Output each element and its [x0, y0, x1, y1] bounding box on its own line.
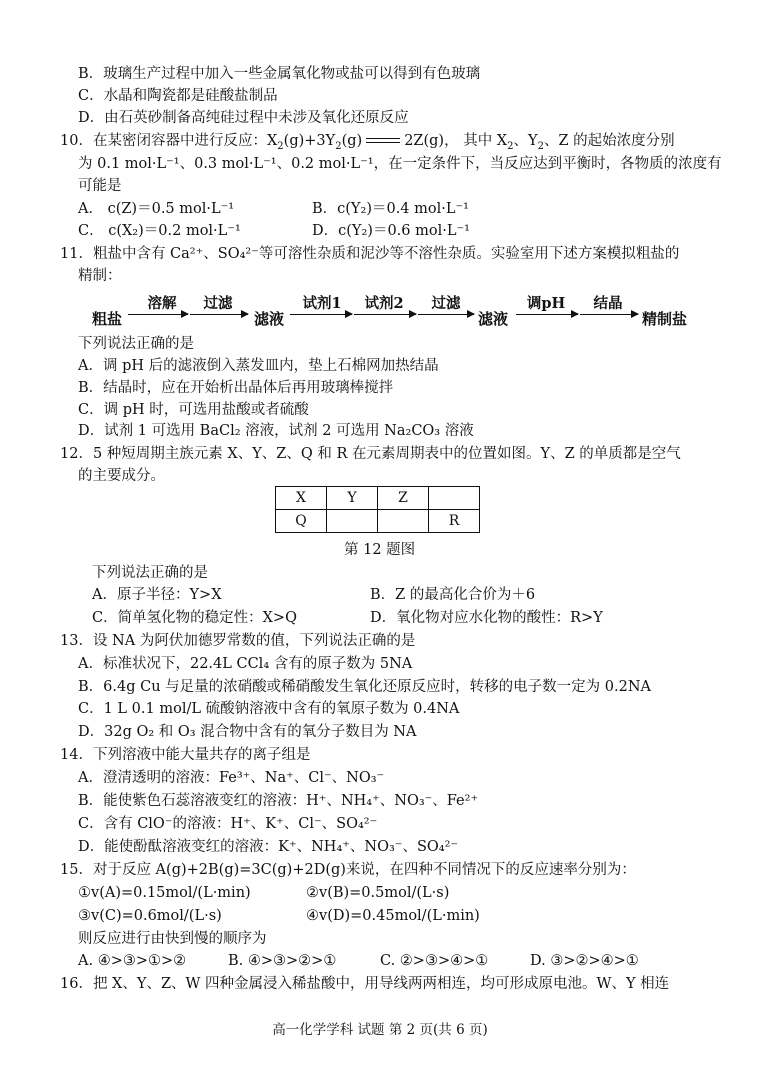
flow-label-crystallize: 结晶: [593, 295, 623, 312]
q11-stem-line2: 精制：: [78, 268, 122, 284]
q15-rate-2: ②v(B)=0.5mol/(L·s): [306, 885, 450, 901]
flow-arrow-icon: [128, 314, 188, 315]
periodic-table-fragment: [275, 486, 480, 533]
q16-stem-line1: 16．把 X、Y、Z、W 四种金属浸入稀盐酸中，用导线两两相连，均可形成原电池。W、Y 相连: [60, 976, 670, 992]
q9-option-c: C．水晶和陶瓷都是硅酸盐制品: [78, 88, 278, 104]
q14-option-b: B．能使紫色石蕊溶液变红的溶液：H⁺、NH₄⁺、NO₃⁻、Fe²⁺: [78, 793, 479, 809]
q14-stem: 14．下列溶液中能大量共存的离子组是: [60, 747, 311, 763]
q15-rate-1: ①v(A)=0.15mol/(L·min): [78, 885, 251, 901]
q15-rate-4: ④v(D)=0.45mol/(L·min): [306, 908, 480, 924]
q11-stem: 下列说法正确的是: [78, 336, 194, 352]
flow-node-refined-salt: 精制盐: [642, 310, 688, 328]
flow-arrow-icon: [290, 314, 352, 315]
purification-flowchart: [92, 292, 692, 332]
page-footer: 高一化学学科 试题 第 2 页(共 6 页): [272, 1022, 488, 1038]
flow-label-dissolve: 溶解: [147, 295, 177, 312]
q12-option-d: D．氧化物对应水化物的酸性：R>Y: [370, 610, 603, 626]
q12-stem-line2: 的主要成分。: [78, 468, 165, 484]
q12-stem: 下列说法正确的是: [92, 565, 208, 581]
q15-option-c: C. ②>③>④>①: [380, 953, 489, 969]
flow-node-filtrate: 滤液: [254, 310, 285, 328]
q15-question: 则反应进行由快到慢的顺序为: [78, 931, 267, 947]
q11-option-b: B．结晶时，应在开始析出晶体后再用玻璃棒搅拌: [78, 380, 394, 396]
q11-option-d: D．试剂 1 可选用 BaCl₂ 溶液，试剂 2 可选用 Na₂CO₃ 溶液: [78, 423, 474, 439]
flow-label-reagent1: 试剂1: [302, 295, 342, 312]
q15-stem: 15．对于反应 A(g)+2B(g)=3C(g)+2D(g)来说，在四种不同情况下的反应速率分别为：: [60, 862, 636, 878]
q10-stem-line1: 10．在某密闭容器中进行反应：$X_2(g)+3Y_2(g)$ 2Z(g)， 其中 $X_2$、$Y_2$、Z 的起始浓度分别: [60, 133, 675, 152]
flow-arrow-icon: [418, 314, 474, 315]
q10-option-c: C． c(X₂)＝0.2 mol·L⁻¹: [78, 223, 241, 239]
q13-option-c: C．1 L 0.1 mol/L 硫酸钠溶液中含有的氧原子数为 0.4NA: [78, 701, 460, 717]
q13-option-a: A．标准状况下，22.4L CCl₄ 含有的原子数为 5NA: [78, 656, 413, 672]
table-cell: X: [276, 487, 327, 510]
q13-option-b: B．6.4g Cu 与足量的浓硝酸或稀硝酸发生氧化还原反应时，转移的电子数一定为 0.2NA: [78, 679, 651, 695]
table-cell: [378, 510, 429, 533]
q14-option-a: A．澄清透明的溶液：Fe³⁺、Na⁺、Cl⁻、NO₃⁻: [78, 770, 385, 786]
q15-option-b: B. ④>③>②>①: [228, 953, 337, 969]
q14-option-d: D．能使酚酞溶液变红的溶液：K⁺、NH₄⁺、NO₃⁻、SO₄²⁻: [78, 839, 459, 855]
flow-node-filtrate: 滤液: [478, 310, 509, 328]
flow-arrow-icon: [354, 314, 416, 315]
flow-label-reagent2: 试剂2: [364, 295, 404, 312]
table-cell: [327, 510, 378, 533]
q12-option-a: A．原子半径：Y>X: [92, 587, 222, 603]
flow-label-filter: 过滤: [431, 295, 461, 312]
flow-node-crude-salt: 粗盐: [92, 310, 123, 328]
q10-stem-line3: 可能是: [78, 178, 122, 194]
q15-rate-3: ③v(C)=0.6mol/(L·s): [78, 908, 222, 924]
q12-stem-line1: 12．5 种短周期主族元素 X、Y、Z、Q 和 R 在元素周期表中的位置如图。Y、Z 的单质都是空气: [60, 446, 681, 462]
q12-option-c: C．简单氢化物的稳定性：X>Q: [92, 610, 297, 626]
q10-option-a: A． c(Z)＝0.5 mol·L⁻¹: [78, 201, 235, 217]
q12-option-b: B．Z 的最高化合价为＋6: [370, 587, 536, 603]
flow-arrow-icon: [190, 314, 248, 315]
table-cell: Q: [276, 510, 327, 533]
table-cell: Z: [378, 487, 429, 510]
q9-option-b: B．玻璃生产过程中加入一些金属氧化物或盐可以得到有色玻璃: [78, 66, 481, 82]
q10-option-d: D．c(Y₂)＝0.6 mol·L⁻¹: [312, 223, 470, 239]
q9-option-d: D．由石英砂制备高纯硅过程中未涉及氧化还原反应: [78, 110, 409, 126]
table-cell: Y: [327, 487, 378, 510]
flow-arrow-icon: [516, 314, 578, 315]
q12-figure-caption: 第 12 题图: [344, 542, 416, 558]
q10-option-b: B．c(Y₂)＝0.4 mol·L⁻¹: [312, 201, 469, 217]
q10-stem-line2: 为 0.1 mol·L⁻¹、0.3 mol·L⁻¹、0.2 mol·L⁻¹，在一定条件下，当反应达到平衡时，各物质的浓度有: [78, 156, 722, 172]
flow-arrow-icon: [580, 314, 638, 315]
q15-option-a: A. ④>③>①>②: [78, 953, 187, 969]
q15-option-d: D. ③>②>④>①: [530, 953, 639, 969]
q11-option-c: C．调 pH 时，可选用盐酸或者硫酸: [78, 402, 309, 418]
equilibrium-arrow-icon: [366, 136, 400, 146]
q11-option-a: A．调 pH 后的滤液倒入蒸发皿内，垫上石棉网加热结晶: [78, 358, 439, 374]
q13-stem: 13．设 NA 为阿伏加德罗常数的值，下列说法正确的是: [60, 633, 416, 649]
table-cell: [429, 487, 480, 510]
q11-stem-line1: 11．粗盐中含有 Ca²⁺、SO₄²⁻等可溶性杂质和泥沙等不溶性杂质。实验室用下述方案模拟粗盐的: [60, 246, 680, 262]
table-cell: R: [429, 510, 480, 533]
flow-label-filter: 过滤: [203, 295, 233, 312]
q13-option-d: D．32g O₂ 和 O₃ 混合物中含有的氧分子数目为 NA: [78, 724, 417, 740]
flow-label-adjust-ph: 调pH: [526, 295, 566, 312]
q14-option-c: C．含有 ClO⁻的溶液：H⁺、K⁺、Cl⁻、SO₄²⁻: [78, 816, 378, 832]
